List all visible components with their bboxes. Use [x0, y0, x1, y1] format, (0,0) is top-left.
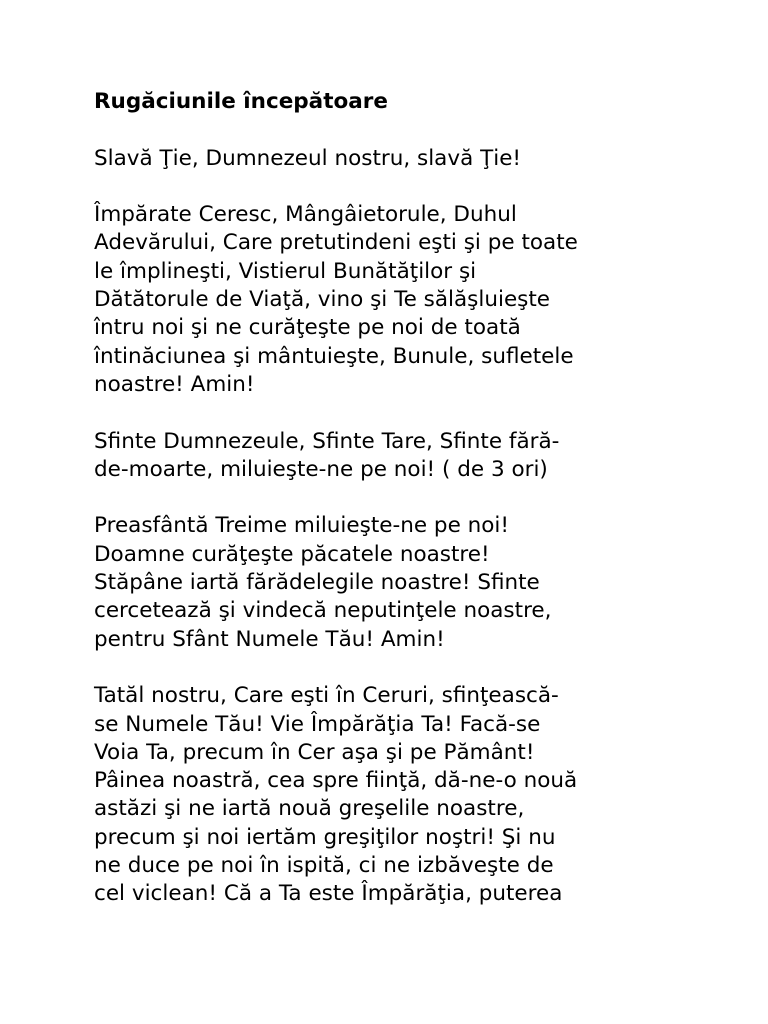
text-line: Voia Ta, precum în Cer aşa şi pe Pământ!	[94, 739, 535, 765]
text-line: ne duce pe noi în ispită, ci ne izbăveşte de	[94, 853, 554, 879]
text-line: pentru Sfânt Numele Tău! Amin!	[94, 626, 445, 652]
paragraph-heavenly-king	[94, 201, 694, 399]
text-line: le împlineşti, Vistierul Bunătăţilor şi	[94, 258, 477, 284]
text-line: de-moarte, miluieşte-ne pe noi! ( de 3 ori)	[94, 456, 548, 482]
text-line: se Numele Tău! Vie Împărăţia Ta! Facă-se	[94, 711, 541, 737]
text-line: Împărate Ceresc, Mângâietorule, Duhul	[94, 202, 517, 228]
paragraph-our-father	[94, 682, 694, 908]
text-line: Tatăl nostru, Care eşti în Ceruri, sfinţească-	[94, 683, 559, 709]
text-line: Stăpâne iartă fărădelegile noastre! Sfinte	[94, 570, 540, 596]
text-line: Pâinea noastră, cea spre fiinţă, dă-ne-o nouă	[94, 768, 578, 794]
text-line: cel viclean! Că a Ta este Împărăţia, puterea	[94, 881, 563, 907]
paragraph-doxology	[94, 145, 694, 173]
text-line: precum şi noi iertăm greşiţilor noştri! Şi nu	[94, 824, 556, 850]
text-line: Dătătorule de Viaţă, vino şi Te sălăşluieşte	[94, 287, 551, 313]
text-line: Slavă Ţie, Dumnezeul nostru, slavă Ţie!	[94, 145, 522, 171]
paragraph-trisagion	[94, 428, 694, 485]
text-line: noastre! Amin!	[94, 371, 255, 397]
document-page	[94, 88, 694, 937]
text-line: întinăciunea şi mântuieşte, Bunule, sufletele	[94, 343, 574, 369]
text-line: cercetează şi vindecă neputinţele noastre,	[94, 598, 552, 624]
text-line: întru noi şi ne curăţeşte pe noi de toată	[94, 315, 521, 341]
text-line: Sfinte Dumnezeule, Sfinte Tare, Sfinte fără-	[94, 428, 560, 454]
paragraph-holy-trinity	[94, 512, 694, 653]
text-line: astăzi şi ne iartă nouă greşelile noastre,	[94, 796, 525, 822]
document-title: Rugăciunile începătoare	[94, 89, 388, 114]
text-line: Preasfântă Treime miluieşte-ne pe noi!	[94, 513, 510, 539]
text-line: Doamne curăţeşte păcatele noastre!	[94, 541, 490, 567]
text-line: Adevărului, Care pretutindeni eşti şi pe toate	[94, 230, 578, 256]
